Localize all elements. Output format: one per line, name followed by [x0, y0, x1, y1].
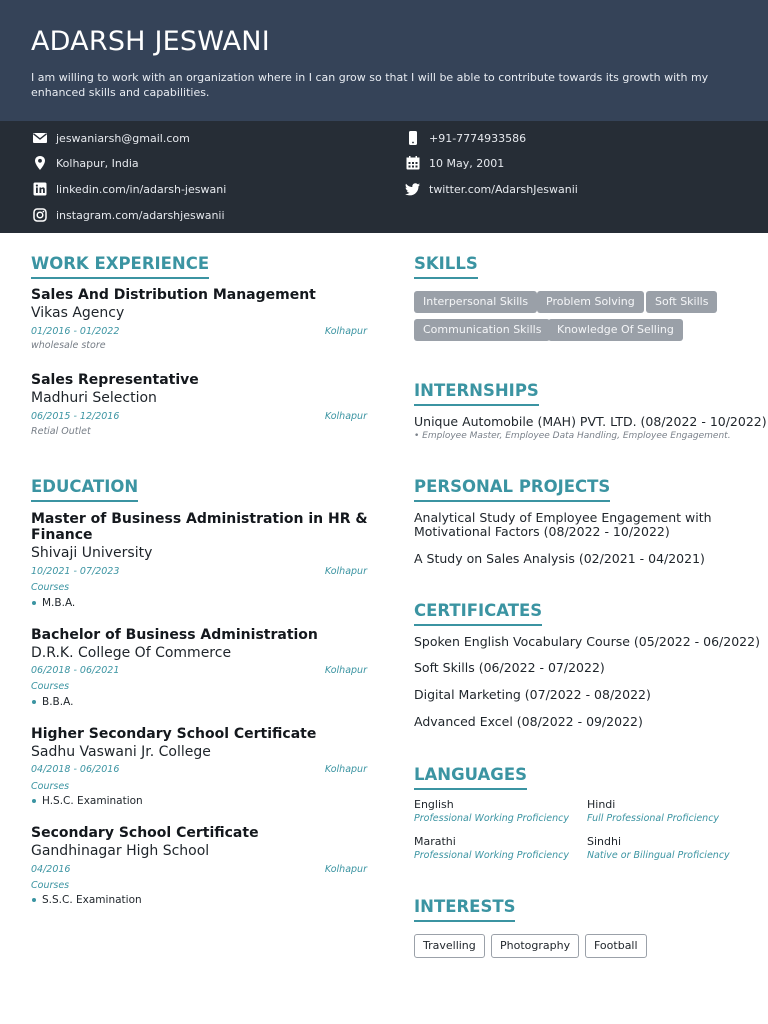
project-entry-continued: Motivational Factors (08/2022 - 10/2022) [414, 524, 670, 539]
interest-tag: Travelling [414, 934, 485, 958]
education-dates: 06/2018 - 06/2021 [31, 665, 120, 676]
phone-text: +91-7774933586 [429, 131, 527, 145]
section-title-work-experience: WORK EXPERIENCE [31, 254, 209, 279]
education-course: M.B.A. [31, 597, 75, 610]
work-location: Kolhapur [324, 326, 367, 337]
work-dates: 06/2015 - 12/2016 [31, 411, 120, 422]
education-degree: Higher Secondary School Certificate [31, 726, 317, 742]
courses-label: Courses [31, 681, 70, 692]
education-degree-continued: Finance [31, 527, 93, 543]
instagram-text: instagram.com/adarshjeswanii [56, 208, 225, 222]
work-description: wholesale store [31, 340, 106, 351]
skill-chip: Problem Solving [537, 291, 644, 313]
education-course: B.B.A. [31, 696, 73, 709]
courses-label: Courses [31, 582, 70, 593]
profile-summary: I am willing to work with an organization where in I can grow so that I will be able to contribute towards its growth with my enhanced skills and capabilities. [31, 71, 709, 99]
education-dates: 04/2018 - 06/2016 [31, 764, 120, 775]
education-dates: 10/2021 - 07/2023 [31, 566, 120, 577]
skill-chip: Knowledge Of Selling [548, 319, 683, 341]
work-dates: 01/2016 - 01/2022 [31, 326, 120, 337]
courses-label: Courses [31, 880, 70, 891]
certificate-entry: Advanced Excel (08/2022 - 09/2022) [414, 714, 643, 729]
email-text: jeswaniarsh@gmail.com [56, 131, 190, 145]
contact-birthdate [405, 155, 504, 171]
section-title-personal-projects: PERSONAL PROJECTS [414, 477, 610, 502]
language-level: Full Professional Proficiency [587, 813, 720, 824]
education-location: Kolhapur [324, 665, 367, 676]
contact-twitter[interactable] [405, 181, 578, 197]
contact-instagram[interactable] [32, 207, 225, 223]
email-icon [32, 130, 48, 146]
language-name: English [414, 798, 454, 811]
education-degree: Bachelor of Business Administration [31, 627, 318, 643]
education-degree: Master of Business Administration in HR & [31, 511, 368, 527]
location-pin-icon [32, 155, 48, 171]
internship-details: • Employee Master, Employee Data Handling, Employee Engagement. [414, 431, 731, 441]
interest-tag: Photography [491, 934, 579, 958]
education-course: H.S.C. Examination [31, 795, 143, 808]
section-title-skills: SKILLS [414, 254, 478, 279]
language-name: Marathi [414, 835, 456, 848]
location-text: Kolhapur, India [56, 156, 139, 170]
section-title-interests: INTERESTS [414, 897, 515, 922]
education-location: Kolhapur [324, 764, 367, 775]
education-location: Kolhapur [324, 864, 367, 875]
education-school: D.R.K. College Of Commerce [31, 645, 232, 661]
instagram-icon [32, 207, 48, 223]
work-description: Retial Outlet [31, 426, 91, 437]
internship-entry: Unique Automobile (MAH) PVT. LTD. (08/2022 - 10/2022) [414, 414, 767, 429]
contact-email[interactable] [32, 130, 190, 146]
certificate-entry: Soft Skills (06/2022 - 07/2022) [414, 660, 605, 675]
education-school: Gandhinagar High School [31, 843, 210, 859]
candidate-name: ADARSH JESWANI [31, 26, 270, 57]
language-name: Sindhi [587, 835, 622, 848]
language-level: Professional Working Proficiency [414, 813, 569, 824]
work-organization: Madhuri Selection [31, 390, 157, 406]
education-degree: Secondary School Certificate [31, 825, 259, 841]
birthdate-text: 10 May, 2001 [429, 156, 505, 170]
twitter-text: twitter.com/AdarshJeswanii [429, 182, 578, 196]
language-level: Professional Working Proficiency [414, 850, 569, 861]
work-location: Kolhapur [324, 411, 367, 422]
contact-location [32, 155, 139, 171]
work-role: Sales Representative [31, 372, 199, 388]
education-course: S.S.C. Examination [31, 894, 142, 907]
linkedin-icon [32, 181, 48, 197]
section-title-certificates: CERTIFICATES [414, 601, 542, 626]
twitter-icon [405, 181, 421, 197]
language-name: Hindi [587, 798, 616, 811]
linkedin-text: linkedin.com/in/adarsh-jeswani [56, 182, 227, 196]
work-role: Sales And Distribution Management [31, 287, 316, 303]
skill-chip: Communication Skills [414, 319, 550, 341]
education-school: Sadhu Vaswani Jr. College [31, 744, 211, 760]
certificate-entry: Digital Marketing (07/2022 - 08/2022) [414, 687, 651, 702]
interest-tag: Football [585, 934, 647, 958]
section-title-education: EDUCATION [31, 477, 138, 502]
skill-chip: Interpersonal Skills [414, 291, 537, 313]
contact-linkedin[interactable] [32, 181, 226, 197]
phone-icon [405, 130, 421, 146]
education-school: Shivaji University [31, 545, 153, 561]
skill-chip: Soft Skills [646, 291, 717, 313]
project-entry: Analytical Study of Employee Engagement with [414, 510, 712, 525]
calendar-icon [405, 155, 421, 171]
project-entry: A Study on Sales Analysis (02/2021 - 04/2021) [414, 551, 705, 566]
education-dates: 04/2016 [31, 864, 71, 875]
section-title-internships: INTERNSHIPS [414, 381, 539, 406]
resume-header [0, 0, 768, 121]
work-organization: Vikas Agency [31, 305, 125, 321]
education-location: Kolhapur [324, 566, 367, 577]
contact-phone[interactable] [405, 130, 526, 146]
courses-label: Courses [31, 781, 70, 792]
certificate-entry: Spoken English Vocabulary Course (05/2022 - 06/2022) [414, 634, 760, 649]
section-title-languages: LANGUAGES [414, 765, 527, 790]
language-level: Native or Bilingual Proficiency [587, 850, 730, 861]
